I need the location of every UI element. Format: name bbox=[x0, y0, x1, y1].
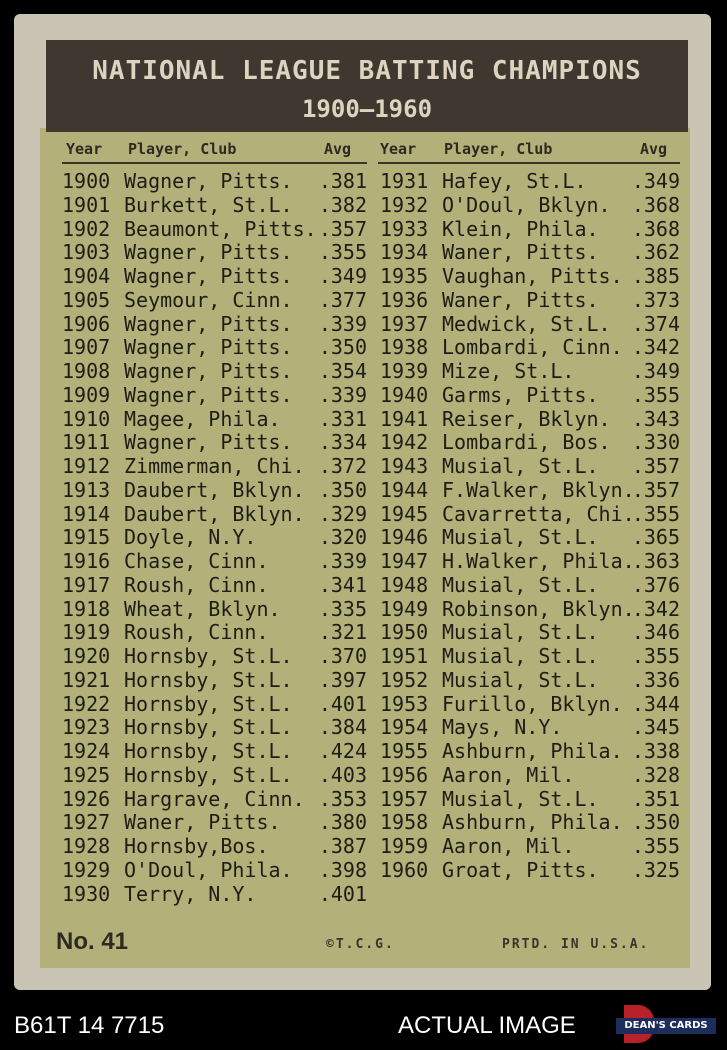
champion-row bbox=[380, 598, 680, 622]
row-avg: .325 bbox=[631, 857, 680, 882]
row-avg: .342 bbox=[631, 596, 680, 621]
row-year: 1902 bbox=[62, 216, 111, 241]
row-year: 1906 bbox=[62, 311, 111, 336]
player-header: Player, Club bbox=[128, 140, 237, 158]
row-year: 1937 bbox=[380, 311, 429, 336]
row-player: Vaughan, Pitts. bbox=[442, 264, 623, 288]
row-avg: .351 bbox=[631, 786, 680, 811]
row-year: 1930 bbox=[62, 881, 111, 906]
champion-row bbox=[380, 360, 680, 384]
champion-row bbox=[62, 336, 372, 360]
champion-row bbox=[62, 360, 372, 384]
row-avg: .354 bbox=[318, 359, 367, 383]
row-avg: .355 bbox=[631, 382, 680, 407]
champion-row bbox=[62, 170, 372, 194]
row-year: 1931 bbox=[380, 169, 429, 193]
row-avg: .339 bbox=[318, 549, 367, 573]
row-avg: .401 bbox=[318, 881, 367, 906]
row-avg: .328 bbox=[631, 762, 680, 787]
row-avg: .343 bbox=[631, 406, 680, 431]
row-avg: .357 bbox=[631, 454, 680, 478]
row-year: 1949 bbox=[380, 596, 429, 621]
row-avg: .376 bbox=[631, 572, 680, 597]
champion-row bbox=[62, 669, 372, 693]
champion-row bbox=[380, 408, 680, 432]
row-player: Aaron, Mil. bbox=[442, 834, 575, 858]
row-year: 1914 bbox=[62, 501, 111, 526]
row-year: 1960 bbox=[380, 857, 429, 882]
champion-row bbox=[62, 218, 372, 242]
row-year: 1951 bbox=[380, 644, 429, 668]
champion-row bbox=[62, 526, 372, 550]
row-year: 1920 bbox=[62, 644, 111, 668]
row-avg: .365 bbox=[631, 525, 680, 550]
row-player: Hornsby, St.L. bbox=[124, 762, 293, 787]
row-player: Waner, Pitts. bbox=[442, 240, 599, 265]
copyright: ©T.C.G. bbox=[326, 937, 395, 952]
row-player: Musial, St.L. bbox=[442, 667, 599, 692]
row-year: 1919 bbox=[62, 620, 111, 645]
row-year: 1922 bbox=[62, 691, 111, 716]
row-year: 1953 bbox=[380, 691, 429, 716]
row-year: 1908 bbox=[62, 359, 111, 383]
row-avg: .321 bbox=[318, 620, 367, 645]
row-year: 1903 bbox=[62, 240, 111, 265]
row-avg: .339 bbox=[318, 382, 367, 407]
champion-row bbox=[380, 384, 680, 408]
row-player: Wagner, Pitts. bbox=[124, 264, 293, 288]
row-player: F.Walker, Bklyn. bbox=[442, 477, 635, 502]
left-champions-list bbox=[62, 170, 372, 906]
row-year: 1909 bbox=[62, 382, 111, 407]
card-number: No. 41 bbox=[56, 928, 129, 955]
row-year: 1956 bbox=[380, 762, 429, 787]
right-column-header bbox=[378, 138, 680, 164]
avg-header: Avg bbox=[640, 140, 668, 158]
row-year: 1941 bbox=[380, 406, 429, 431]
row-player: O'Doul, Phila. bbox=[124, 857, 293, 882]
row-avg: .330 bbox=[631, 430, 680, 455]
row-year: 1915 bbox=[62, 525, 111, 550]
champion-row bbox=[62, 883, 372, 907]
card-title: NATIONAL LEAGUE BATTING CHAMPIONS bbox=[92, 56, 642, 86]
row-player: Musial, St.L. bbox=[442, 786, 599, 811]
champion-row bbox=[380, 455, 680, 479]
champion-row bbox=[380, 503, 680, 527]
champion-row bbox=[62, 598, 372, 622]
row-avg: .397 bbox=[318, 667, 367, 692]
champion-row bbox=[62, 764, 372, 788]
row-year: 1935 bbox=[380, 264, 429, 288]
champion-row bbox=[380, 764, 680, 788]
row-avg: .357 bbox=[631, 477, 680, 502]
row-avg: .349 bbox=[631, 359, 680, 383]
row-avg: .372 bbox=[318, 454, 367, 478]
row-player: Zimmerman, Chi. bbox=[124, 454, 305, 478]
logo-text: DEAN'S CARDS bbox=[616, 1018, 716, 1034]
row-year: 1952 bbox=[380, 667, 429, 692]
row-year: 1932 bbox=[380, 192, 429, 217]
row-avg: .374 bbox=[631, 311, 680, 336]
row-player: Magee, Phila. bbox=[124, 406, 281, 431]
champion-row bbox=[380, 835, 680, 859]
row-year: 1901 bbox=[62, 192, 111, 217]
row-year: 1921 bbox=[62, 667, 111, 692]
row-player: Furillo, Bklyn. bbox=[442, 691, 623, 716]
champion-row bbox=[62, 503, 372, 527]
row-year: 1929 bbox=[62, 857, 111, 882]
champion-row bbox=[380, 669, 680, 693]
row-year: 1936 bbox=[380, 287, 429, 312]
row-avg: .381 bbox=[318, 169, 367, 193]
row-avg: .350 bbox=[631, 810, 680, 835]
champion-row bbox=[62, 835, 372, 859]
row-avg: .355 bbox=[318, 240, 367, 265]
row-avg: .329 bbox=[318, 501, 367, 526]
row-player: Wagner, Pitts. bbox=[124, 240, 293, 265]
row-player: Aaron, Mil. bbox=[442, 762, 575, 787]
row-year: 1923 bbox=[62, 715, 111, 740]
row-player: Wheat, Bklyn. bbox=[124, 596, 281, 621]
champion-row bbox=[62, 408, 372, 432]
row-year: 1959 bbox=[380, 834, 429, 858]
champion-row bbox=[380, 574, 680, 598]
champion-row bbox=[62, 289, 372, 313]
row-player: Burkett, St.L. bbox=[124, 192, 293, 217]
champion-row bbox=[62, 479, 372, 503]
row-avg: .320 bbox=[318, 525, 367, 550]
champion-row bbox=[62, 740, 372, 764]
cert-id: B61T 14 7715 bbox=[14, 1012, 165, 1039]
champion-row bbox=[62, 194, 372, 218]
row-year: 1928 bbox=[62, 834, 111, 858]
champion-row bbox=[380, 740, 680, 764]
row-player: Klein, Phila. bbox=[442, 216, 599, 241]
champion-row bbox=[380, 479, 680, 503]
player-header: Player, Club bbox=[444, 140, 553, 158]
row-avg: .398 bbox=[318, 857, 367, 882]
champion-row bbox=[62, 455, 372, 479]
avg-header: Avg bbox=[324, 140, 352, 158]
row-avg: .349 bbox=[631, 169, 680, 193]
row-year: 1942 bbox=[380, 430, 429, 455]
champion-row bbox=[380, 265, 680, 289]
champion-row bbox=[380, 526, 680, 550]
row-player: Cavarretta, Chi. bbox=[442, 501, 635, 526]
row-player: O'Doul, Bklyn. bbox=[442, 192, 611, 217]
row-player: Wagner, Pitts. bbox=[124, 430, 293, 455]
row-avg: .368 bbox=[631, 216, 680, 241]
champion-row bbox=[380, 431, 680, 455]
deans-cards-logo bbox=[616, 1005, 720, 1045]
row-player: Daubert, Bklyn. bbox=[124, 501, 305, 526]
row-player: Seymour, Cinn. bbox=[124, 287, 293, 312]
row-player: Hornsby, St.L. bbox=[124, 715, 293, 740]
row-year: 1948 bbox=[380, 572, 429, 597]
row-avg: .349 bbox=[318, 264, 367, 288]
row-player: Hornsby, St.L. bbox=[124, 691, 293, 716]
row-year: 1910 bbox=[62, 406, 111, 431]
row-player: Groat, Pitts. bbox=[442, 857, 599, 882]
row-year: 1957 bbox=[380, 786, 429, 811]
row-player: Hornsby, St.L. bbox=[124, 739, 293, 763]
row-year: 1918 bbox=[62, 596, 111, 621]
row-player: Wagner, Pitts. bbox=[124, 382, 293, 407]
row-avg: .357 bbox=[318, 216, 367, 241]
row-avg: .339 bbox=[318, 311, 367, 336]
row-avg: .368 bbox=[631, 192, 680, 217]
printed-in: PRTD. IN U.S.A. bbox=[502, 937, 650, 952]
year-header: Year bbox=[380, 140, 417, 158]
row-year: 1954 bbox=[380, 715, 429, 740]
row-player: Chase, Cinn. bbox=[124, 549, 269, 573]
row-avg: .355 bbox=[631, 501, 680, 526]
row-player: Lombardi, Cinn. bbox=[442, 335, 623, 360]
row-player: Hornsby, St.L. bbox=[124, 667, 293, 692]
row-player: Mays, N.Y. bbox=[442, 715, 563, 740]
row-player: Musial, St.L. bbox=[442, 572, 599, 597]
row-avg: .335 bbox=[318, 596, 367, 621]
row-avg: .385 bbox=[631, 264, 680, 288]
listing-bar bbox=[0, 1000, 727, 1050]
champion-row bbox=[62, 431, 372, 455]
champion-row bbox=[380, 194, 680, 218]
row-avg: .355 bbox=[631, 644, 680, 668]
row-year: 1947 bbox=[380, 549, 429, 573]
row-year: 1926 bbox=[62, 786, 111, 811]
champion-row bbox=[380, 170, 680, 194]
champion-row bbox=[380, 693, 680, 717]
champion-row bbox=[62, 574, 372, 598]
row-avg: .346 bbox=[631, 620, 680, 645]
row-avg: .377 bbox=[318, 287, 367, 312]
row-avg: .336 bbox=[631, 667, 680, 692]
row-player: Roush, Cinn. bbox=[124, 572, 269, 597]
row-avg: .363 bbox=[631, 549, 680, 573]
row-avg: .342 bbox=[631, 335, 680, 360]
champion-row bbox=[62, 241, 372, 265]
champion-row bbox=[380, 289, 680, 313]
row-avg: .350 bbox=[318, 477, 367, 502]
row-year: 1950 bbox=[380, 620, 429, 645]
champion-row bbox=[380, 788, 680, 812]
row-avg: .370 bbox=[318, 644, 367, 668]
row-player: H.Walker, Phila. bbox=[442, 549, 635, 573]
champion-row bbox=[380, 218, 680, 242]
row-year: 1955 bbox=[380, 739, 429, 763]
row-year: 1927 bbox=[62, 810, 111, 835]
row-player: Wagner, Pitts. bbox=[124, 335, 293, 360]
year-header: Year bbox=[66, 140, 103, 158]
champion-row bbox=[380, 645, 680, 669]
row-player: Robinson, Bklyn. bbox=[442, 596, 635, 621]
row-avg: .362 bbox=[631, 240, 680, 265]
row-avg: .424 bbox=[318, 739, 367, 763]
row-avg: .373 bbox=[631, 287, 680, 312]
row-player: Hafey, St.L. bbox=[442, 169, 587, 193]
row-player: Doyle, N.Y. bbox=[124, 525, 257, 550]
row-year: 1958 bbox=[380, 810, 429, 835]
row-player: Hornsby, St.L. bbox=[124, 644, 293, 668]
champion-row bbox=[62, 859, 372, 883]
row-player: Wagner, Pitts. bbox=[124, 169, 293, 193]
row-year: 1939 bbox=[380, 359, 429, 383]
row-year: 1912 bbox=[62, 454, 111, 478]
row-year: 1934 bbox=[380, 240, 429, 265]
row-avg: .350 bbox=[318, 335, 367, 360]
champion-row bbox=[380, 241, 680, 265]
champion-row bbox=[62, 265, 372, 289]
row-year: 1933 bbox=[380, 216, 429, 241]
row-year: 1945 bbox=[380, 501, 429, 526]
row-player: Musial, St.L. bbox=[442, 454, 599, 478]
row-year: 1905 bbox=[62, 287, 111, 312]
row-avg: .334 bbox=[318, 430, 367, 455]
row-player: Beaumont, Pitts. bbox=[124, 216, 317, 241]
row-player: Musial, St.L. bbox=[442, 525, 599, 550]
champion-row bbox=[62, 716, 372, 740]
row-player: Ashburn, Phila. bbox=[442, 739, 623, 763]
row-player: Waner, Pitts. bbox=[124, 810, 281, 835]
row-avg: .338 bbox=[631, 739, 680, 763]
row-player: Ashburn, Phila. bbox=[442, 810, 623, 835]
champion-row bbox=[62, 693, 372, 717]
left-column-header bbox=[62, 138, 367, 164]
row-avg: .353 bbox=[318, 786, 367, 811]
row-year: 1900 bbox=[62, 169, 111, 193]
champion-row bbox=[62, 621, 372, 645]
row-avg: .380 bbox=[318, 810, 367, 835]
row-player: Musial, St.L. bbox=[442, 644, 599, 668]
row-player: Wagner, Pitts. bbox=[124, 359, 293, 383]
row-year: 1943 bbox=[380, 454, 429, 478]
row-avg: .401 bbox=[318, 691, 367, 716]
row-year: 1913 bbox=[62, 477, 111, 502]
row-avg: .384 bbox=[318, 715, 367, 740]
row-year: 1904 bbox=[62, 264, 111, 288]
row-avg: .344 bbox=[631, 691, 680, 716]
row-year: 1940 bbox=[380, 382, 429, 407]
card-header bbox=[46, 40, 688, 132]
row-year: 1925 bbox=[62, 762, 111, 787]
row-avg: .387 bbox=[318, 834, 367, 858]
champion-row bbox=[380, 313, 680, 337]
right-champions-list bbox=[380, 170, 680, 883]
row-player: Medwick, St.L. bbox=[442, 311, 611, 336]
row-year: 1938 bbox=[380, 335, 429, 360]
row-player: Mize, St.L. bbox=[442, 359, 575, 383]
row-avg: .345 bbox=[631, 715, 680, 740]
champion-row bbox=[380, 621, 680, 645]
row-year: 1944 bbox=[380, 477, 429, 502]
champion-row bbox=[380, 336, 680, 360]
row-year: 1907 bbox=[62, 335, 111, 360]
row-player: Wagner, Pitts. bbox=[124, 311, 293, 336]
champion-row bbox=[62, 645, 372, 669]
row-player: Garms, Pitts. bbox=[442, 382, 599, 407]
row-player: Roush, Cinn. bbox=[124, 620, 269, 645]
champion-row bbox=[62, 384, 372, 408]
row-avg: .331 bbox=[318, 406, 367, 431]
actual-image-label: ACTUAL IMAGE bbox=[398, 1012, 576, 1039]
row-avg: .355 bbox=[631, 834, 680, 858]
row-year: 1917 bbox=[62, 572, 111, 597]
row-year: 1916 bbox=[62, 549, 111, 573]
champion-row bbox=[380, 811, 680, 835]
champion-row bbox=[62, 313, 372, 337]
champion-row bbox=[380, 550, 680, 574]
champion-row bbox=[62, 550, 372, 574]
row-avg: .341 bbox=[318, 572, 367, 597]
row-player: Daubert, Bklyn. bbox=[124, 477, 305, 502]
champion-row bbox=[380, 716, 680, 740]
row-player: Waner, Pitts. bbox=[442, 287, 599, 312]
champion-row bbox=[62, 788, 372, 812]
row-player: Lombardi, Bos. bbox=[442, 430, 611, 455]
row-player: Reiser, Bklyn. bbox=[442, 406, 611, 431]
card-years: 1900–1960 bbox=[301, 95, 433, 123]
row-year: 1924 bbox=[62, 739, 111, 763]
row-avg: .382 bbox=[318, 192, 367, 217]
row-avg: .403 bbox=[318, 762, 367, 787]
champion-row bbox=[62, 811, 372, 835]
row-player: Hornsby,Bos. bbox=[124, 834, 269, 858]
row-player: Terry, N.Y. bbox=[124, 881, 257, 906]
champion-row bbox=[380, 859, 680, 883]
row-player: Musial, St.L. bbox=[442, 620, 599, 645]
row-player: Hargrave, Cinn. bbox=[124, 786, 305, 811]
row-year: 1911 bbox=[62, 430, 111, 455]
row-year: 1946 bbox=[380, 525, 429, 550]
